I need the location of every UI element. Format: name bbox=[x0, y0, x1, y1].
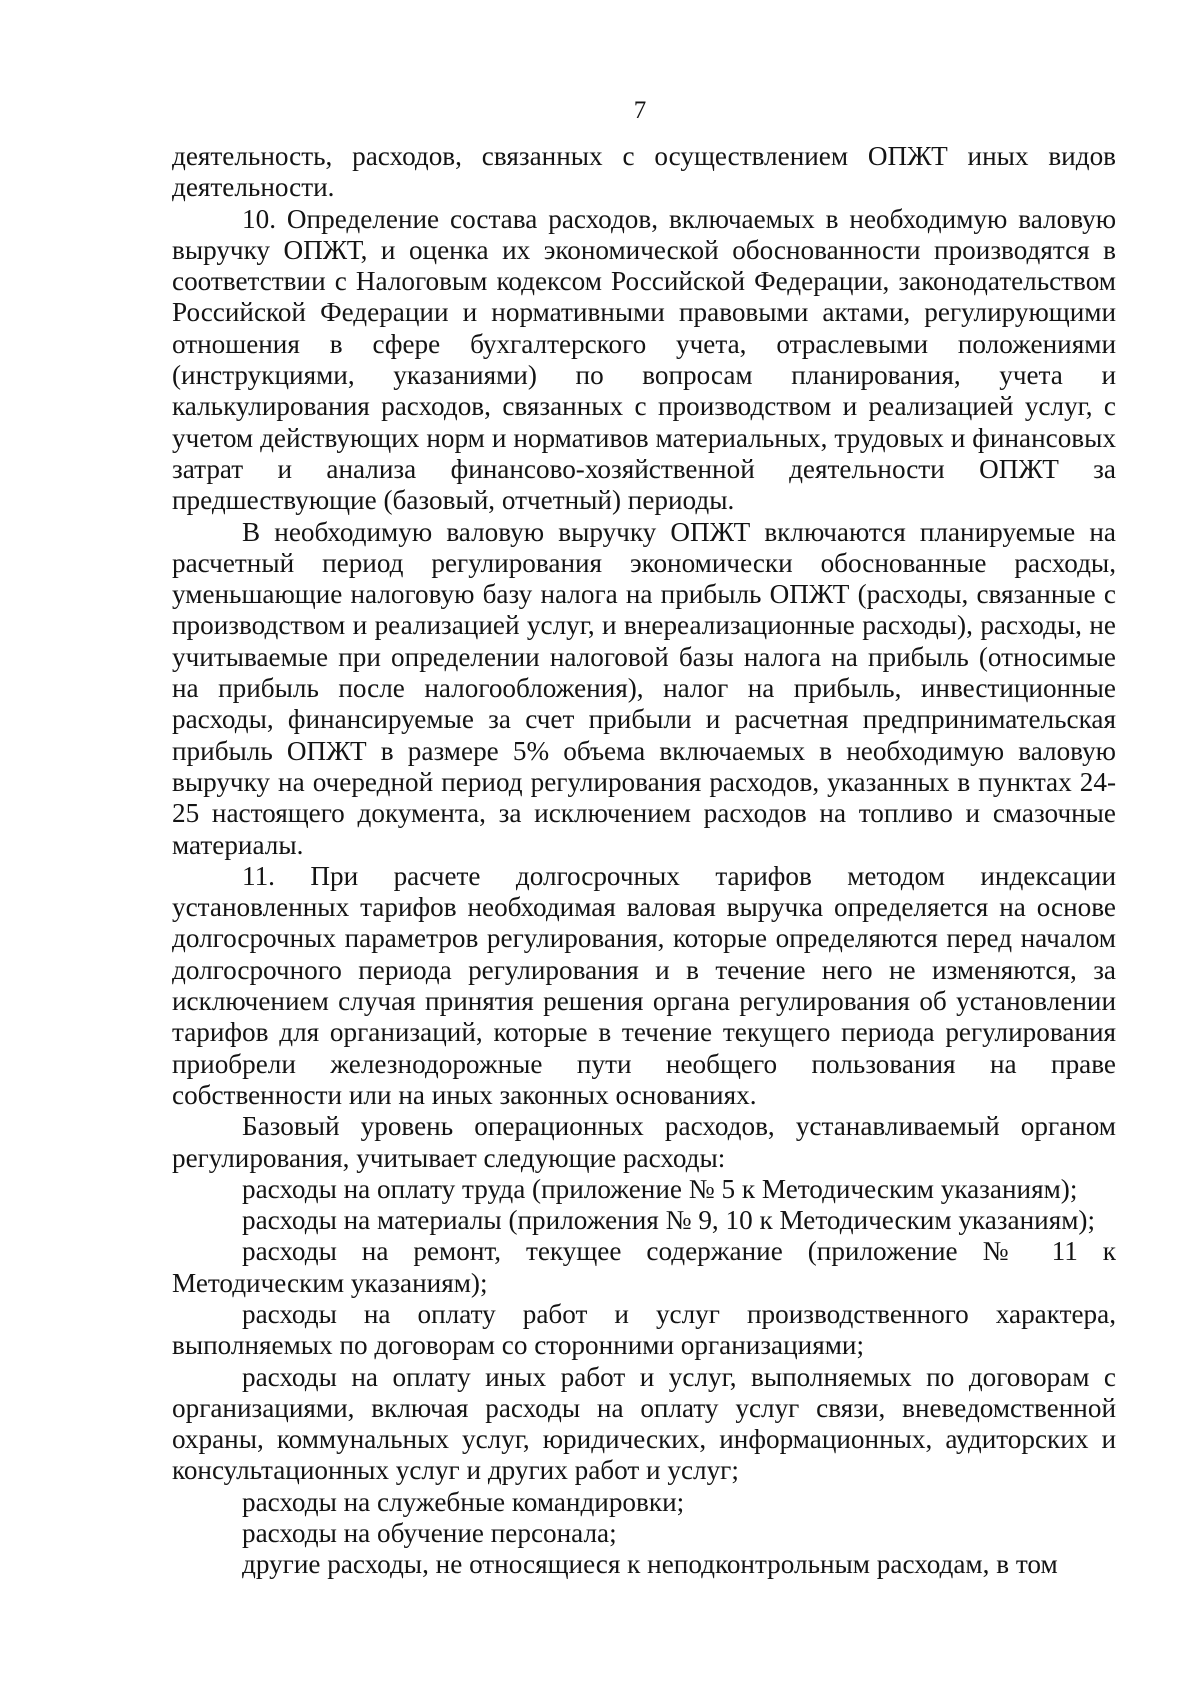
paragraph-item-11: 11. При расчете долгосрочных тарифов методом индексации установленных тарифов необходимая валовая выручка определяется на основе долгосрочных параметров регулирования, которые определяются перед началом долгосрочного периода регулирования и в течение него не изменяются, за исключением случая принятия решения органа регулирования об установлении тарифов для организаций, которые в течение текущего периода регулирования приобрели железнодорожные пути необщего пользования на праве собственности или на иных законных основаниях. bbox=[172, 860, 1116, 1110]
list-item-other-expenses: другие расходы, не относящиеся к неподконтрольным расходам, в том bbox=[242, 1549, 1058, 1580]
list-item-training: расходы на обучение персонала; bbox=[242, 1518, 617, 1549]
list-item-other-services: расходы на оплату иных работ и услуг, выполняемых по договорам с организациями, включая расходы на оплату услуг связи, вневедомственной охраны, коммунальных услуг, юридических, информационных, аудиторских и консультационных услуг и других работ и услуг; bbox=[172, 1361, 1116, 1486]
list-item-materials: расходы на материалы (приложения № 9, 10 к Методическим указаниям); bbox=[242, 1205, 1096, 1236]
paragraph-revenue-composition: В необходимую валовую выручку ОПЖТ включаются планируемые на расчетный период регулирования экономически обоснованные расходы, уменьшающие налоговую базу налога на прибыль ОПЖТ (расходы, связанные с производством и реализацией услуг, и внереализационные расходы), расходы, не учитываемые при определении налоговой базы налога на прибыль (относимые на прибыль после налогообложения), налог на прибыль, инвестиционные расходы, финансируемые за счет прибыли и расчетная предпринимательская прибыль ОПЖТ в размере 5% объема включаемых в необходимую валовую выручку на очередной период регулирования расходов, указанных в пунктах 24-25 настоящего документа, за исключением расходов на топливо и смазочные материалы. bbox=[172, 516, 1116, 860]
list-item-repair: расходы на ремонт, текущее содержание (приложение № 11 к Методическим указаниям); bbox=[172, 1236, 1116, 1298]
list-item-business-trips: расходы на служебные командировки; bbox=[242, 1486, 685, 1517]
paragraph-item-10: 10. Определение состава расходов, включаемых в необходимую валовую выручку ОПЖТ, и оценка их экономической обоснованности производятся в соответствии с Налоговым кодексом Российской Федерации, законодательством Российской Федерации и нормативными правовыми актами, регулирующими отношения в сфере бухгалтерского учета, отраслевыми положениями (инструкциями, указаниями) по вопросам планирования, учета и калькулирования расходов, связанных с производством и реализацией услуг, с учетом действующих норм и нормативов материальных, трудовых и финансовых затрат и анализа финансово-хозяйственной деятельности ОПЖТ за предшествующие (базовый, отчетный) периоды. bbox=[172, 203, 1116, 516]
paragraph-continuation: деятельность, расходов, связанных с осуществлением ОПЖТ иных видов деятельности. bbox=[172, 141, 1116, 203]
paragraph-base-level-intro: Базовый уровень операционных расходов, устанавливаемый органом регулирования, учитывает следующие расходы: bbox=[172, 1111, 1116, 1173]
document-body bbox=[172, 141, 1116, 1581]
list-item-labor-costs: расходы на оплату труда (приложение № 5 к Методическим указаниям); bbox=[242, 1173, 1078, 1204]
page-number: 7 bbox=[633, 97, 647, 124]
list-item-production-services: расходы на оплату работ и услуг производственного характера, выполняемых по договорам со сторонними организациями; bbox=[172, 1298, 1116, 1361]
